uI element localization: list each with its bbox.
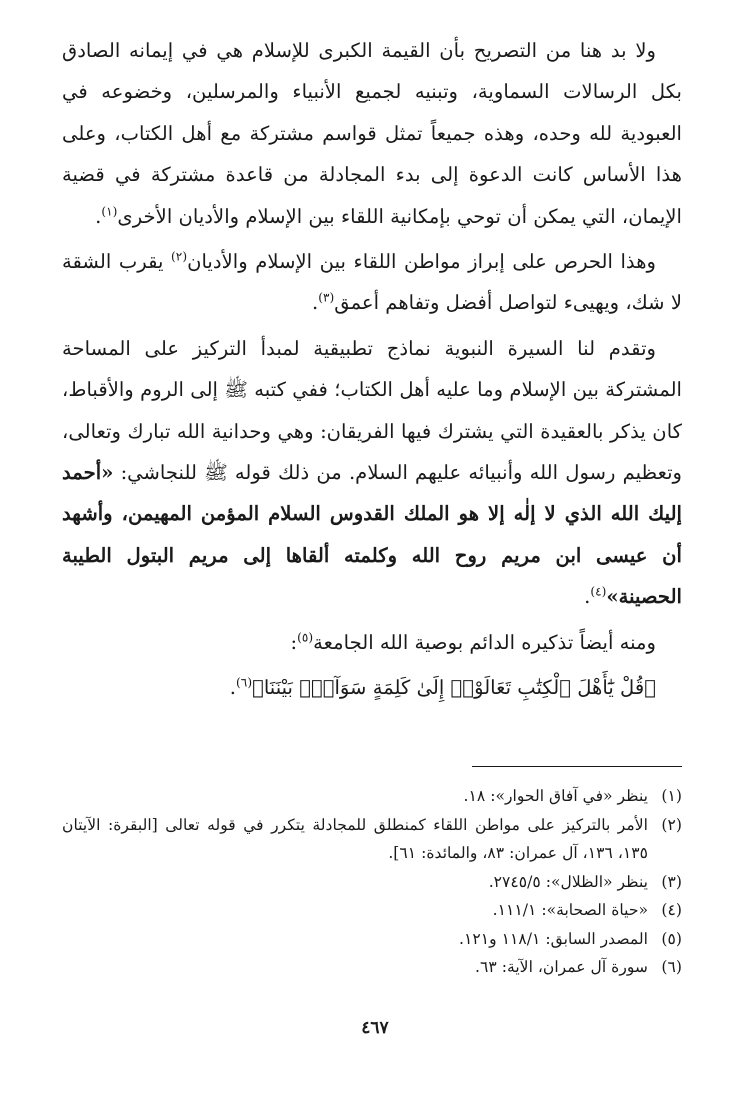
paragraph-3-end: . [584,585,591,609]
footnote-separator [472,766,682,767]
footnote-number: (٢) [661,815,682,834]
footnote-item [62,953,682,982]
footnote-text: المصدر السابق: ١١٨/١ و١٢١. [459,929,648,948]
footnote-number: (٣) [661,872,682,891]
paragraph-4-end: : [290,630,298,654]
footnote-number: (٦) [661,958,682,976]
footnote-number: (٤) [661,901,682,919]
footnote-ref-4[interactable]: (٤) [590,584,607,599]
hadith-quote: «أحمد إليك الله الذي لا إلٰه إلا هو الملك القدوس السلام المؤمن المهيمن، وأشهد أن عيسى ابن مريم روح الله وكلمته ألقاها إلى مريم البتول الطيبة الحصينة» [62,461,682,609]
footnote-item [62,811,682,868]
footnote-text: ينظر «الظلال»: ٢٧٤٥/٥. [488,872,648,891]
footnote-ref-5[interactable]: (٥) [297,630,314,645]
paragraph-1 [62,30,682,237]
verse-open-bracket: ﴿ [644,676,656,700]
paragraph-2-text-b: يقرب الشقة لا شك، ويهيىء لتواصل أفضل وتفاهم أعمق [62,250,682,315]
footnote-ref-6[interactable]: (٦) [236,675,253,690]
footnote-number: (١) [661,787,682,805]
verse-text: قُلْ يَٰٓأَهْلَ ٱلْكِتَٰبِ تَعَالَوْا۟ إِلَىٰ كَلِمَةٍ سَوَآءٍۭ بَيْنَنَا [263,676,645,700]
verse-close-bracket: ﴾ [252,676,264,700]
footnote-ref-1[interactable]: (١) [101,204,118,219]
footnote-number: (٥) [661,929,682,948]
paragraph-2 [62,241,682,324]
footnote-text: الأمر بالتركيز على مواطن اللقاء كمنطلق للمجادلة يتكرر في قوله تعالى [البقرة: الآيتان ١٣٥، ١٣٦، آل عمران: ٨٣، والمائدة: ٦١]. [62,815,648,862]
paragraph-3-text: وتقدم لنا السيرة النبوية نماذج تطبيقية لمبدأ التركيز على المساحة المشتركة بين الإسلام وما عليه أهل الكتاب؛ ففي كتبه ﷺ إلى الروم والأقباط، كان يذكر بالعقيدة التي يشترك فيها الفريقان: وهي وحدانية الله تبارك وتعالى، وتعظيم رسول الله وأنبيائه عليهم السلام. من ذلك قوله ﷺ للنجاشي: [62,336,682,485]
verse-end: . [229,676,237,700]
quran-verse [62,667,682,708]
footnotes-list [62,782,682,982]
footnote-ref-3[interactable]: (٣) [318,290,335,305]
paragraph-4-text: ومنه أيضاً تذكيره الدائم بوصية الله الجامعة [313,630,656,654]
main-text [62,30,682,713]
paragraph-2-end: . [311,291,319,315]
footnote-text: «حياة الصحابة»: ١١١/١. [492,901,648,919]
paragraph-3 [62,328,682,618]
footnote-item [62,782,682,811]
footnote-item [62,868,682,897]
page-number: ٤٦٧ [361,1018,389,1038]
footnote-text: سورة آل عمران، الآية: ٦٣. [475,958,648,976]
footnote-text: ينظر «في آفاق الحوار»: ١٨. [463,787,648,805]
footnote-ref-2[interactable]: (٢) [171,249,188,264]
paragraph-1-end: . [95,204,102,228]
footnote-item [62,896,682,925]
footnote-item [62,925,682,954]
paragraph-1-text: ولا بد هنا من التصريح بأن القيمة الكبرى للإسلام هي في إيمانه الصادق بكل الرسالات السماوية، وتبنيه لجميع الأنبياء والمرسلين، وخضوعه في العبودية لله وحده، وهذه جميعاً تمثل قواسم مشتركة مع أهل الكتاب، وعلى هذا الأساس كانت الدعوة إلى بدء المجادلة من قاعدة مشتركة في قضية الإيمان، التي يمكن أن توحي بإمكانية اللقاء بين الإسلام والأديان الأخرى [62,39,682,228]
paragraph-2-text-a: وهذا الحرص على إبراز مواطن اللقاء بين الإسلام والأديان [187,250,657,274]
paragraph-4 [62,622,682,663]
